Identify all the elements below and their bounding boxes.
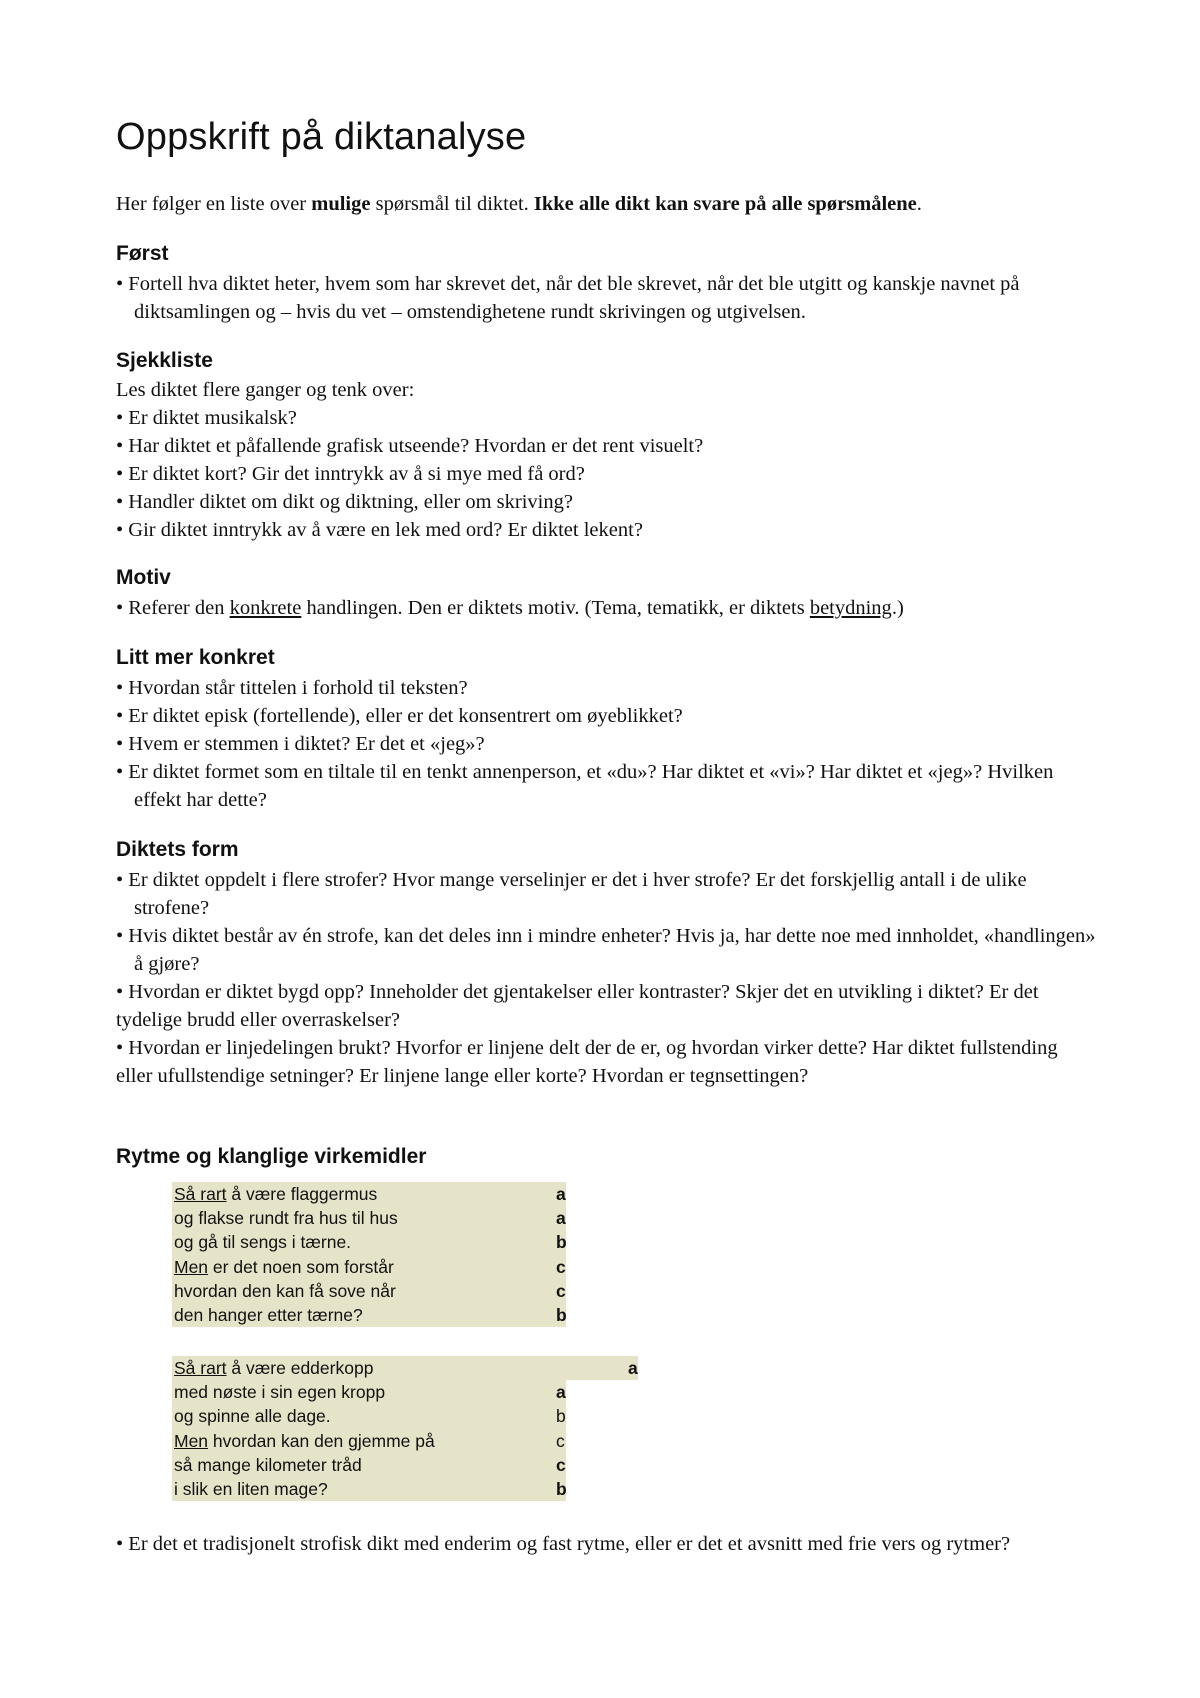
intro-text: spørsmål til diktet. bbox=[370, 193, 534, 215]
poem-line: så mange kilometer tråd bbox=[174, 1454, 362, 1475]
litt-list bbox=[116, 674, 1096, 814]
intro-text: Her følger en liste over bbox=[116, 193, 312, 215]
poem-line: Så rart å være edderkopp bbox=[174, 1358, 374, 1378]
list-item: • Hvordan står tittelen i forhold til teksten? bbox=[116, 677, 468, 699]
list-item: • Er diktet musikalsk? bbox=[116, 407, 297, 429]
forst-item: • Fortell hva diktet heter, hvem som har skrevet det, når det ble skrevet, når det ble utgitt og kanskje navnet på diktsamlingen og – hvis du vet – omstendighetene rundt skrivingen og utgivelsen. bbox=[116, 273, 1020, 323]
list-paragraph: • Hvordan er diktet bygd opp? Inneholder det gjentakelser eller kontraster? Skjer det en utvikling i diktet? Er det tydelige brudd eller overraskelser? bbox=[116, 981, 1039, 1031]
list-item: • Er diktet kort? Gir det inntrykk av å si mye med få ord? bbox=[116, 463, 585, 485]
rytme-item: • Er det et tradisjonelt strofisk dikt med enderim og fast rytme, eller er det et avsnitt med frie vers og rytmer? bbox=[116, 1533, 1011, 1555]
list-item: • Hvis diktet består av én strofe, kan det deles inn i mindre enheter? Hvis ja, har dette noe med innholdet, «handlingen» å gjøre? bbox=[116, 925, 1096, 975]
intro-bold-mulige: mulige bbox=[311, 193, 371, 215]
rhyme-letter: a bbox=[628, 1358, 638, 1378]
motiv-underlined-betydning: betydning bbox=[809, 597, 892, 619]
list-item: • Gir diktet inntrykk av å være en lek med ord? Er diktet lekent? bbox=[116, 519, 643, 541]
form-list bbox=[116, 866, 1096, 1090]
intro-paragraph bbox=[116, 190, 1096, 218]
list-item: • Er diktet episk (fortellende), eller er det konsentrert om øyeblikket? bbox=[116, 705, 683, 727]
poem-line: og spinne alle dage. bbox=[174, 1406, 331, 1427]
list-item: • Handler diktet om dikt og diktning, eller om skriving? bbox=[116, 491, 573, 513]
rhyme-letter: b bbox=[556, 1406, 566, 1427]
rhyme-letter: c bbox=[556, 1256, 566, 1277]
poem-line: Men hvordan kan den gjemme på bbox=[174, 1430, 435, 1451]
motiv-item bbox=[116, 594, 1096, 622]
sjekkliste-lead: Les diktet flere ganger og tenk over: bbox=[116, 379, 415, 401]
poem-line: den hanger etter tærne? bbox=[174, 1304, 363, 1325]
motiv-text: handlingen. Den er diktets motiv. (Tema, tematikk, er diktets bbox=[301, 597, 810, 619]
rhyme-letter: a bbox=[556, 1208, 566, 1229]
intro-text: . bbox=[916, 193, 922, 215]
page-title: Oppskrift på diktanalyse bbox=[116, 116, 527, 158]
rhyme-letter: a bbox=[556, 1382, 566, 1403]
poem-line: og gå til sengs i tærne. bbox=[174, 1232, 352, 1253]
poem-line: Men er det noen som forstår bbox=[174, 1256, 394, 1277]
poem-line: og flakse rundt fra hus til hus bbox=[174, 1208, 398, 1229]
heading-litt-mer-konkret: Litt mer konkret bbox=[116, 646, 275, 669]
sjekkliste-list bbox=[116, 376, 1096, 544]
rhyme-letter: b bbox=[556, 1478, 567, 1499]
list-item: • Er diktet formet som en tiltale til en tenkt annenperson, et «du»? Har diktet et «vi»? Har diktet et «jeg»? Hvilken effekt har dette? bbox=[116, 761, 1054, 811]
rhyme-letter: b bbox=[556, 1304, 567, 1325]
rhyme-letter: a bbox=[556, 1184, 566, 1204]
motiv-text: • Referer den bbox=[116, 597, 230, 619]
intro-bold-note: Ikke alle dikt kan svare på alle spørsmålene bbox=[533, 193, 917, 215]
poem-line: hvordan den kan få sove når bbox=[174, 1280, 396, 1301]
heading-forst: Først bbox=[116, 242, 169, 265]
poem-line: i slik en liten mage? bbox=[174, 1478, 328, 1499]
list-item: • Er diktet oppdelt i flere strofer? Hvor mange verselinjer er det i hver strofe? Er det forskjellig antall i de ulike strofene? bbox=[116, 869, 1027, 919]
list-item: • Hvem er stemmen i diktet? Er det et «jeg»? bbox=[116, 733, 485, 755]
motiv-text: .) bbox=[891, 597, 904, 619]
poem-line: med nøste i sin egen kropp bbox=[174, 1382, 386, 1403]
heading-motiv: Motiv bbox=[116, 566, 171, 589]
rhyme-letter: c bbox=[556, 1430, 565, 1451]
list-paragraph: • Hvordan er linjedelingen brukt? Hvorfor er linjene delt der de er, og hvordan virker dette? Har diktet fullstending eller ufullstendige setninger? Er linjene lange eller korte? Hvordan er tegnsettingen? bbox=[116, 1037, 1058, 1087]
rhyme-letter: c bbox=[556, 1280, 566, 1301]
heading-sjekkliste: Sjekkliste bbox=[116, 349, 213, 372]
heading-rytme: Rytme og klanglige virkemidler bbox=[116, 1145, 427, 1168]
poem-line: Så rart å være flaggermus bbox=[174, 1184, 378, 1204]
list-item: • Har diktet et påfallende grafisk utseende? Hvordan er det rent visuelt? bbox=[116, 435, 704, 457]
rhyme-letter: b bbox=[556, 1232, 567, 1253]
motiv-underlined-konkrete: konkrete bbox=[229, 597, 302, 619]
heading-diktets-form: Diktets form bbox=[116, 838, 239, 861]
rhyme-letter: c bbox=[556, 1454, 566, 1475]
